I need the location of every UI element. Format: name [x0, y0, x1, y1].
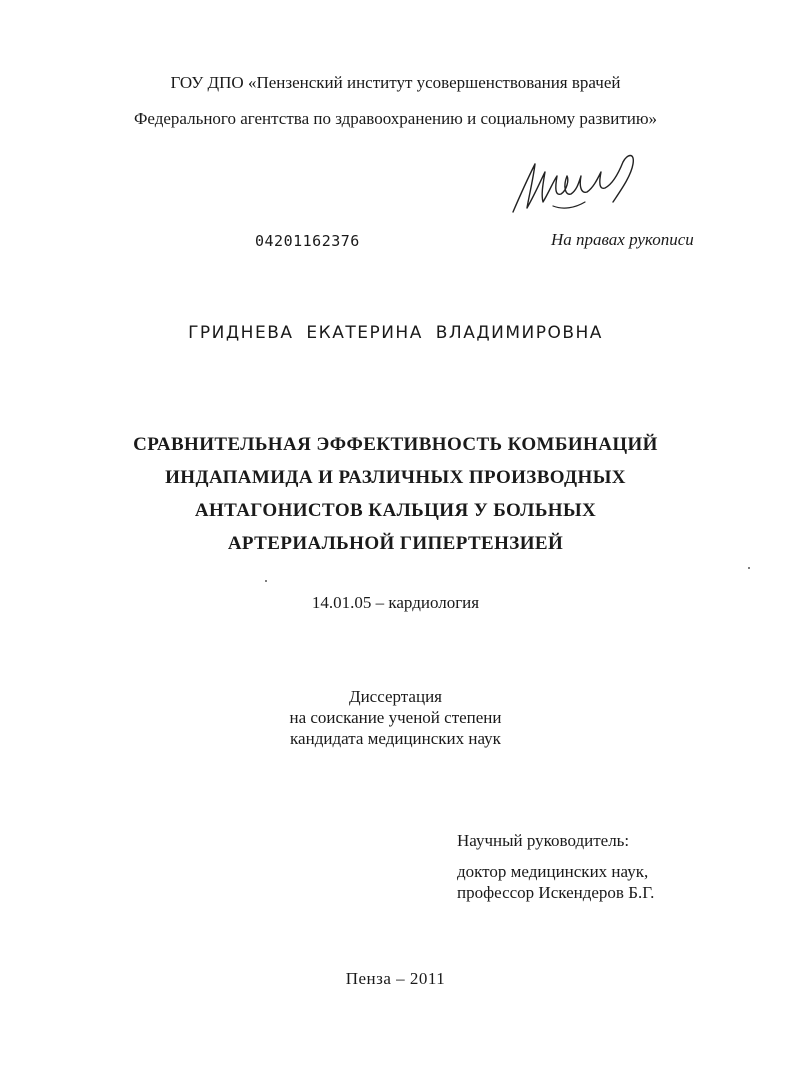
- title-line-1: СРАВНИТЕЛЬНАЯ ЭФФЕКТИВНОСТЬ КОМБИНАЦИЙ: [133, 434, 658, 455]
- supervisor-label: Научный руководитель:: [457, 831, 630, 850]
- institution-line-1: ГОУ ДПО «Пензенский институт усовершенствования врачей: [170, 73, 621, 92]
- city-year: Пенза – 2011: [345, 969, 446, 988]
- scan-speck: [265, 580, 267, 582]
- degree-line-3: кандидата медицинских наук: [290, 729, 501, 748]
- title-line-3: АНТАГОНИСТОВ КАЛЬЦИЯ У БОЛЬНЫХ: [194, 500, 597, 521]
- supervisor-degree: доктор медицинских наук,: [457, 862, 649, 881]
- signature: [505, 150, 645, 220]
- specialty: 14.01.05 – кардиология: [311, 593, 480, 612]
- archive-code: 04201162376: [255, 232, 360, 250]
- title-line-2: ИНДАПАМИДА И РАЗЛИЧНЫХ ПРОИЗВОДНЫХ: [165, 467, 626, 488]
- scan-speck: [748, 567, 750, 569]
- handwritten-signature-icon: [505, 150, 645, 220]
- supervisor-block: [457, 830, 654, 903]
- degree-statement: [0, 686, 791, 749]
- dissertation-title: [0, 428, 791, 560]
- institution-line-2: Федерального агентства по здравоохранению и социальному развитию»: [133, 109, 658, 128]
- degree-line-1: Диссертация: [348, 687, 442, 706]
- degree-line-2: на соискание ученой степени: [289, 708, 502, 727]
- institution-header: [0, 70, 791, 131]
- supervisor-name: профессор Искендеров Б.Г.: [457, 883, 655, 902]
- author-name: ГРИДНЕВА ЕКАТЕРИНА ВЛАДИМИРОВНА: [188, 323, 603, 343]
- title-line-4: АРТЕРИАЛЬНОЙ ГИПЕРТЕНЗИЕЙ: [227, 533, 564, 554]
- manuscript-rights: На правах рукописи: [551, 230, 694, 249]
